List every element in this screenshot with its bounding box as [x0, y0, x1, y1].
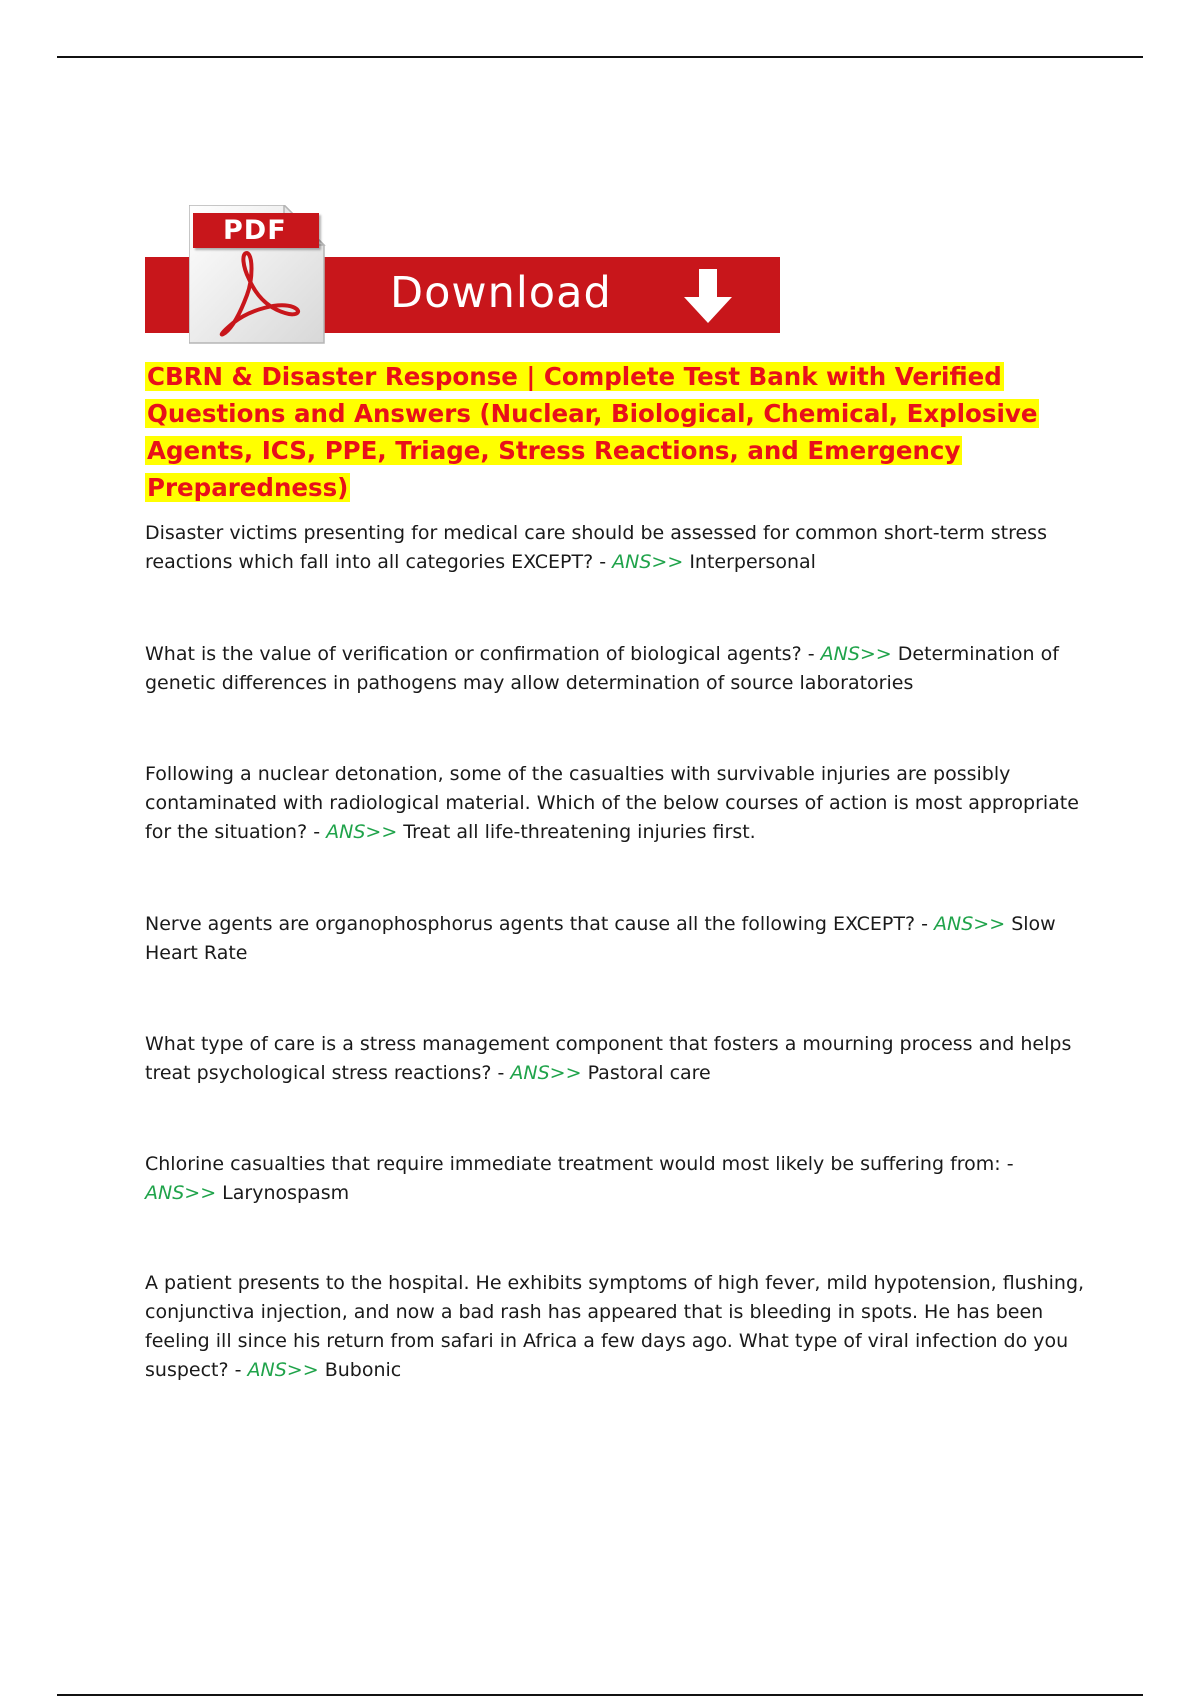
answer-text: Slow Heart Rate	[145, 913, 1056, 964]
pdf-file-icon	[189, 205, 329, 345]
qa-item-4	[145, 910, 1090, 968]
answer-text: Treat all life-threatening injuries first.	[403, 821, 756, 843]
answer-marker: ANS>>	[326, 821, 398, 843]
qa-item-6	[145, 1150, 1090, 1208]
download-arrow-icon	[680, 267, 736, 327]
answer-text: Interpersonal	[689, 551, 816, 573]
qa-item-2	[145, 640, 1090, 698]
qa-item-3	[145, 760, 1090, 847]
pdf-download-banner[interactable]	[145, 205, 785, 345]
answer-marker: ANS>>	[145, 1182, 217, 1204]
question-text: Following a nuclear detonation, some of the casualties with survivable injuries are possibly contaminated with radiological material. Which of the below courses of action is most appropriate for the situation? -	[145, 763, 1079, 843]
question-text: Chlorine casualties that require immediate treatment would most likely be suffering from: -	[145, 1153, 1014, 1175]
qa-item-7	[145, 1269, 1090, 1385]
answer-marker: ANS>>	[934, 913, 1006, 935]
question-text: A patient presents to the hospital. He exhibits symptoms of high fever, mild hypotension, flushing, conjunctiva injection, and now a bad rash has appeared that is bleeding in spots. He has been feeling ill since his return from safari in Africa a few days ago. What type of viral infection do you suspect? -	[145, 1272, 1085, 1381]
bottom-rule	[57, 1694, 1143, 1696]
question-text: What is the value of verification or confirmation of biological agents? -	[145, 643, 815, 665]
answer-marker: ANS>>	[612, 551, 684, 573]
document-title	[145, 358, 1045, 506]
answer-text: Bubonic	[324, 1359, 402, 1381]
top-rule	[57, 56, 1143, 58]
question-text: Nerve agents are organophosphorus agents that cause all the following EXCEPT? -	[145, 913, 928, 935]
answer-marker: ANS>>	[247, 1359, 319, 1381]
answer-marker: ANS>>	[820, 643, 892, 665]
question-text: Disaster victims presenting for medical care should be assessed for common short-term stress reactions which fall into all categories EXCEPT? -	[145, 522, 1047, 573]
answer-text: Determination of genetic differences in pathogens may allow determination of source laboratories	[145, 643, 1059, 694]
title-highlight: CBRN & Disaster Response | Complete Test Bank with Verified Questions and Answers (Nuclear, Biological, Chemical, Explosive Agents, ICS, PPE, Triage, Stress Reactions, and Emergency Preparedness)	[147, 362, 1038, 502]
answer-text: Larynospasm	[222, 1182, 350, 1204]
pdf-label: PDF	[193, 213, 319, 248]
answer-text: Pastoral care	[587, 1062, 711, 1084]
question-text: What type of care is a stress management component that fosters a mourning process and helps treat psychological stress reactions? -	[145, 1033, 1072, 1084]
qa-item-5	[145, 1030, 1090, 1088]
answer-marker: ANS>>	[510, 1062, 582, 1084]
download-label[interactable]: Download	[390, 268, 612, 318]
qa-item-1	[145, 519, 1090, 577]
